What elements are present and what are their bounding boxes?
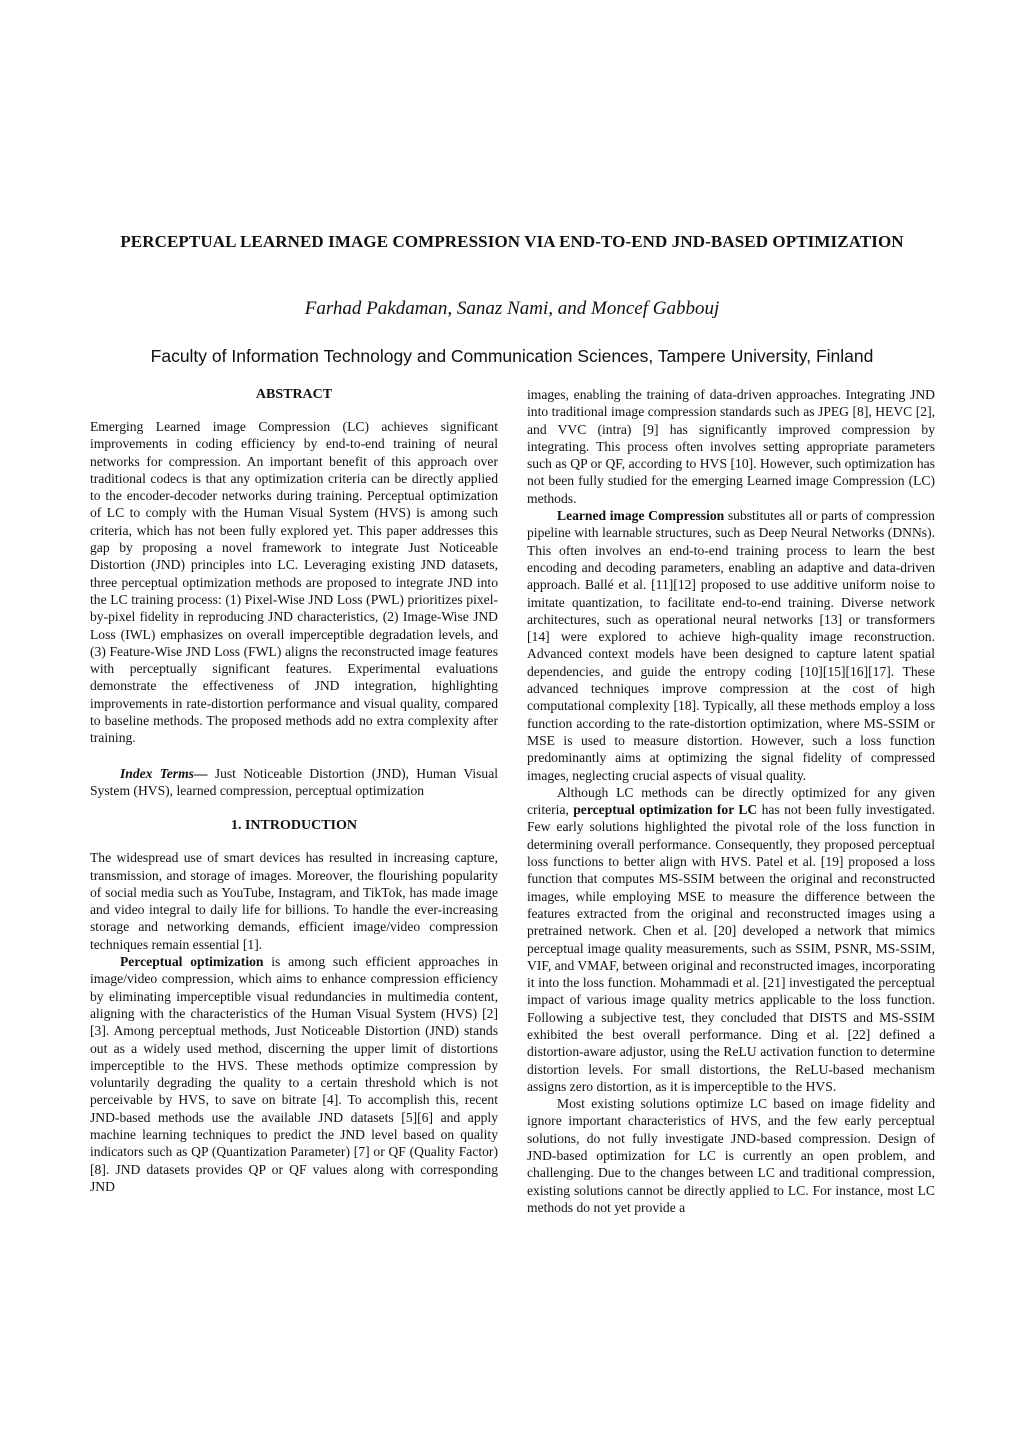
abstract-text: Emerging Learned image Compression (LC) achieves significant improvements in coding efficiency by end-to-end training of neural networks for compression. An important benefit of this approach over traditional codecs is that any optimization criteria can be directly applied to the encoder-decoder networks during training. Perceptual optimization of LC to comply with the Human Visual System (HVS) is among such criteria, which has not been fully explored yet. This paper addresses this gap by proposing a novel framework to integrate Just Noticeable Distortion (JND) principles into LC. Leveraging existing JND datasets, three perceptual optimization methods are proposed to integrate JND into the LC training process: (1) Pixel-Wise JND Loss (PWL) prioritizes pixel-by-pixel fidelity in reproducing JND characteristics, (2) Image-Wise JND Loss (IWL) emphasizes on overall imperceptible degradation levels, and (3) Feature-Wise JND Loss (FWL) aligns the reconstructed image features with perceptually significant features. Experimental evaluations demonstrate the effectiveness of JND integration, highlighting improvements in rate-distortion performance and visual quality, compared to baseline methods. The proposed methods add no extra complexity after training.: [90, 419, 498, 746]
intro-p5-text: has not been fully investigated. Few early solutions highlighted the pivotal role of the loss function in determining overall performance. Consequently, they proposed perceptual loss functions to better align with HVS. Patel et al. [19] proposed a loss function that computes MS-SSIM between the original and reconstructed images, while employing MSE to measure the difference between the features extracted from the original and reconstructed images using a pretrained network. Chen et al. [20] developed a network that mimics perceptual image quality measurements, such as SSIM, PSNR, MS-SSIM, VIF, and VMAF, between original and reconstructed images, incorporating it into the loss function. Mohammadi et al. [21] investigated the perceptual impact of various image quality metrics applicable to the loss function. Following a subjective test, they concluded that DISTS and MS-SSIM exhibited the best overall performance. Ding et al. [22] defined a distortion-aware adjustor, using the ReLU activation function to determine distortion levels. For small distortions, the ReLU-based mechanism assigns zero distortion, as it is imperceptible to the HVS.: [527, 802, 935, 1094]
paper-title: PERCEPTUAL LEARNED IMAGE COMPRESSION VIA END-TO-END JND-BASED OPTIMIZATION: [120, 232, 904, 251]
intro-paragraph-3: images, enabling the training of data-driven approaches. Integrating JND into traditional image compression standards such as JPEG [8], HEVC [2], and VVC (intra) [9] has significantly improved compression by integrating. This process often involves setting appropriate parameters such as QP or QF, according to HVS [10]. However, such optimization has not been fully studied for the emerging Learned image Compression (LC) methods.: [527, 387, 935, 506]
intro-p5-pre: Although LC methods can be directly optimized for any given criteria,: [527, 784, 935, 818]
paper-affiliation: Faculty of Information Technology and Communication Sciences, Tampere University, Finland: [150, 346, 874, 366]
intro-paragraph-4: [527, 507, 935, 784]
intro-p4-bold: Learned image Compression: [557, 508, 725, 524]
left-column: [90, 386, 498, 1195]
intro-paragraph-5: [527, 784, 935, 1095]
paper-authors: Farhad Pakdaman, Sanaz Nami, and Moncef Gabbouj: [304, 298, 720, 319]
index-terms-label: Index Terms—: [120, 765, 208, 781]
intro-paragraph-6: Most existing solutions optimize LC based on image fidelity and ignore important characteristics of HVS, and the few early perceptual solutions, do not fully investigate JND-based compression. Design of JND-based optimization for LC is currently an open problem, and challenging. Due to the changes between LC and traditional compression, existing solutions cannot be directly applied to LC. For instance, most LC methods do not yet provide a: [527, 1096, 935, 1215]
intro-paragraph-2: [90, 953, 498, 1195]
intro-p2-bold: Perceptual optimization: [120, 954, 264, 970]
introduction-heading: 1. INTRODUCTION: [230, 818, 357, 834]
index-terms: [90, 765, 498, 800]
abstract-heading: ABSTRACT: [255, 387, 333, 402]
intro-p4-text: substitutes all or parts of compression pipeline with learnable structures, such as Deep Neural Networks (DNNs). This often involves an end-to-end training process to learn the best encoding and decoding parameters, enabling an adaptive and data-driven approach. Ballé et al. [11][12] proposed to use additive uniform noise to imitate quantization, to facilitate end-to-end training. Diverse network architectures, such as operational neural networks [13] or transformers [14] were explored to achieve high-quality image reconstruction. Advanced context models have been designed to capture latent spatial dependencies, and guide the entropy coding [10][15][16][17]. These advanced techniques improve compression at the cost of high computational complexity [18]. Typically, all these methods employ a loss function according to the rate-distortion optimization, where MS-SSIM or MSE is used to measure distortion. However, such a loss function predominantly aims at optimizing the signal fidelity of compressed images, neglecting crucial aspects of visual quality.: [527, 508, 935, 783]
intro-p2-text: is among such efficient approaches in image/video compression, which aims to enhance compression efficiency by eliminating imperceptible visual redundancies in multimedia content, aligning with the characteristics of the Human Visual System (HVS) [2][3]. Among perceptual methods, Just Noticeable Distortion (JND) stands out as a widely used method, discerning the upper limit of distortions imperceptible to the HVS. These methods optimize compression by voluntarily degrading the quality to a certain threshold which is not perceivable by HVS, to save on bitrate [4]. To accomplish this, recent JND-based methods use the available JND datasets [5][6] and apply machine learning techniques to predict the JND level based on quality indicators such as QP (Quantization Parameter) [7] or QF (Quality Factor) [8]. JND datasets provides QP or QF values along with corresponding JND: [90, 954, 498, 1194]
intro-paragraph-1: The widespread use of smart devices has resulted in increasing capture, transmission, and storage of images. Moreover, the flourishing popularity of social media such as YouTube, Instagram, and TikTok, has made image and video integral to daily life for billions. To handle the ever-increasing storage and networking demands, efficient image/video compression techniques remain essential [1].: [90, 850, 498, 952]
right-column: [527, 386, 935, 1216]
intro-p5-bold: perceptual optimization for LC: [573, 802, 758, 818]
index-terms-text: Just Noticeable Distortion (JND), Human Visual System (HVS), learned compression, perceptual optimization: [90, 765, 498, 798]
